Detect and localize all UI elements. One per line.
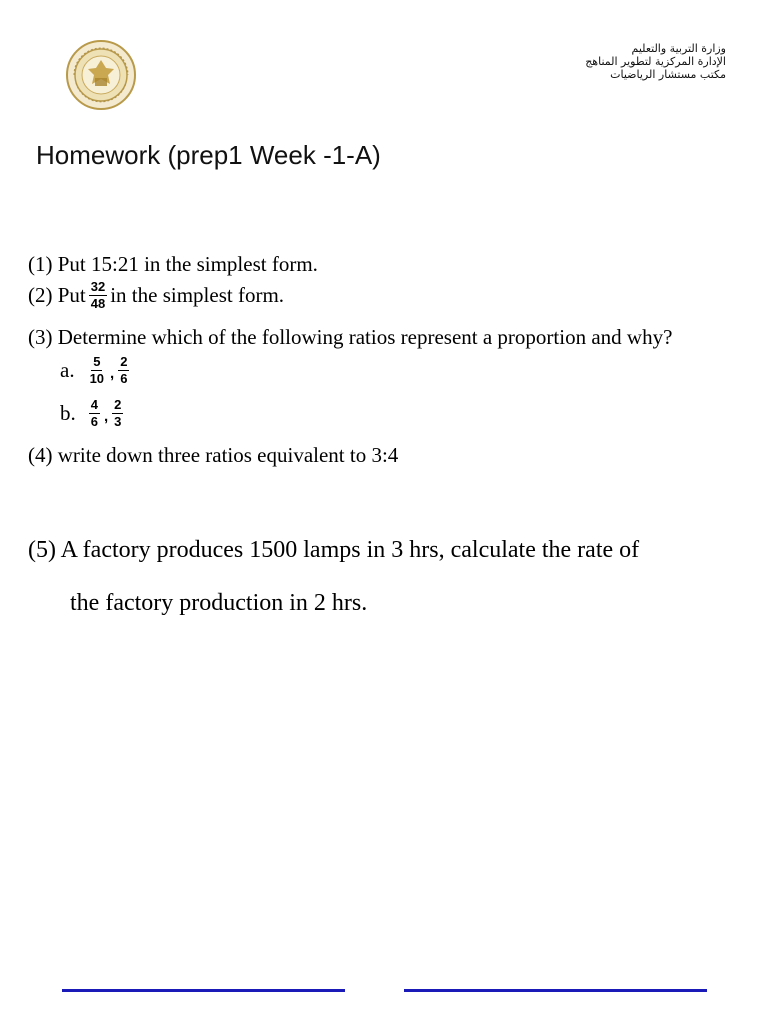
footer-line-right — [404, 989, 707, 992]
question-2 — [28, 280, 284, 311]
fraction-denominator: 48 — [90, 296, 106, 311]
fraction-separator: , — [110, 365, 115, 382]
header-line-2: الإدارة المركزية لتطوير المناهج — [585, 55, 726, 68]
question-4: (4) write down three ratios equivalent to 3:4 — [28, 443, 399, 467]
ministry-logo-icon — [62, 38, 140, 112]
item-label-b: b. — [60, 401, 76, 425]
fraction-separator: , — [103, 408, 109, 425]
footer-line-left — [62, 989, 345, 992]
fraction-32-48 — [89, 280, 107, 311]
question-5-line-2: the factory production in 2 hrs. — [70, 590, 368, 616]
fraction-numerator: 2 — [114, 397, 122, 412]
question-5-line-1: (5) A factory produces 1500 lamps in 3 hrs, calculate the rate of — [28, 537, 640, 563]
fraction-denominator: 6 — [120, 371, 128, 386]
header-line-1: وزارة التربية والتعليم — [631, 42, 726, 55]
question-2-prefix: (2) Put — [28, 283, 86, 307]
header-line-3: مكتب مستشار الرياضيات — [610, 68, 726, 81]
fraction-denominator: 3 — [114, 414, 122, 429]
question-2-suffix: in the simplest form. — [110, 283, 285, 307]
question-1: (1) Put 15:21 in the simplest form. — [28, 252, 318, 276]
fraction-5-10 — [88, 355, 106, 386]
fraction-numerator: 2 — [120, 354, 128, 369]
fraction-2-3 — [112, 398, 123, 429]
fraction-denominator: 6 — [90, 414, 98, 429]
fraction-numerator: 5 — [93, 354, 101, 369]
homework-title: Homework (prep1 Week -1-A) — [36, 140, 381, 170]
question-3-item-b — [60, 398, 126, 429]
question-3-item-a — [60, 355, 132, 386]
ministry-header-text — [585, 42, 726, 81]
fraction-denominator: 10 — [89, 371, 105, 386]
item-label-a: a. — [60, 358, 75, 382]
fraction-2-6 — [118, 355, 129, 386]
fraction-numerator: 4 — [90, 397, 98, 412]
fraction-numerator: 32 — [90, 279, 106, 294]
question-3: (3) Determine which of the following ratios represent a proportion and why? — [28, 325, 673, 349]
fraction-4-6 — [89, 398, 100, 429]
